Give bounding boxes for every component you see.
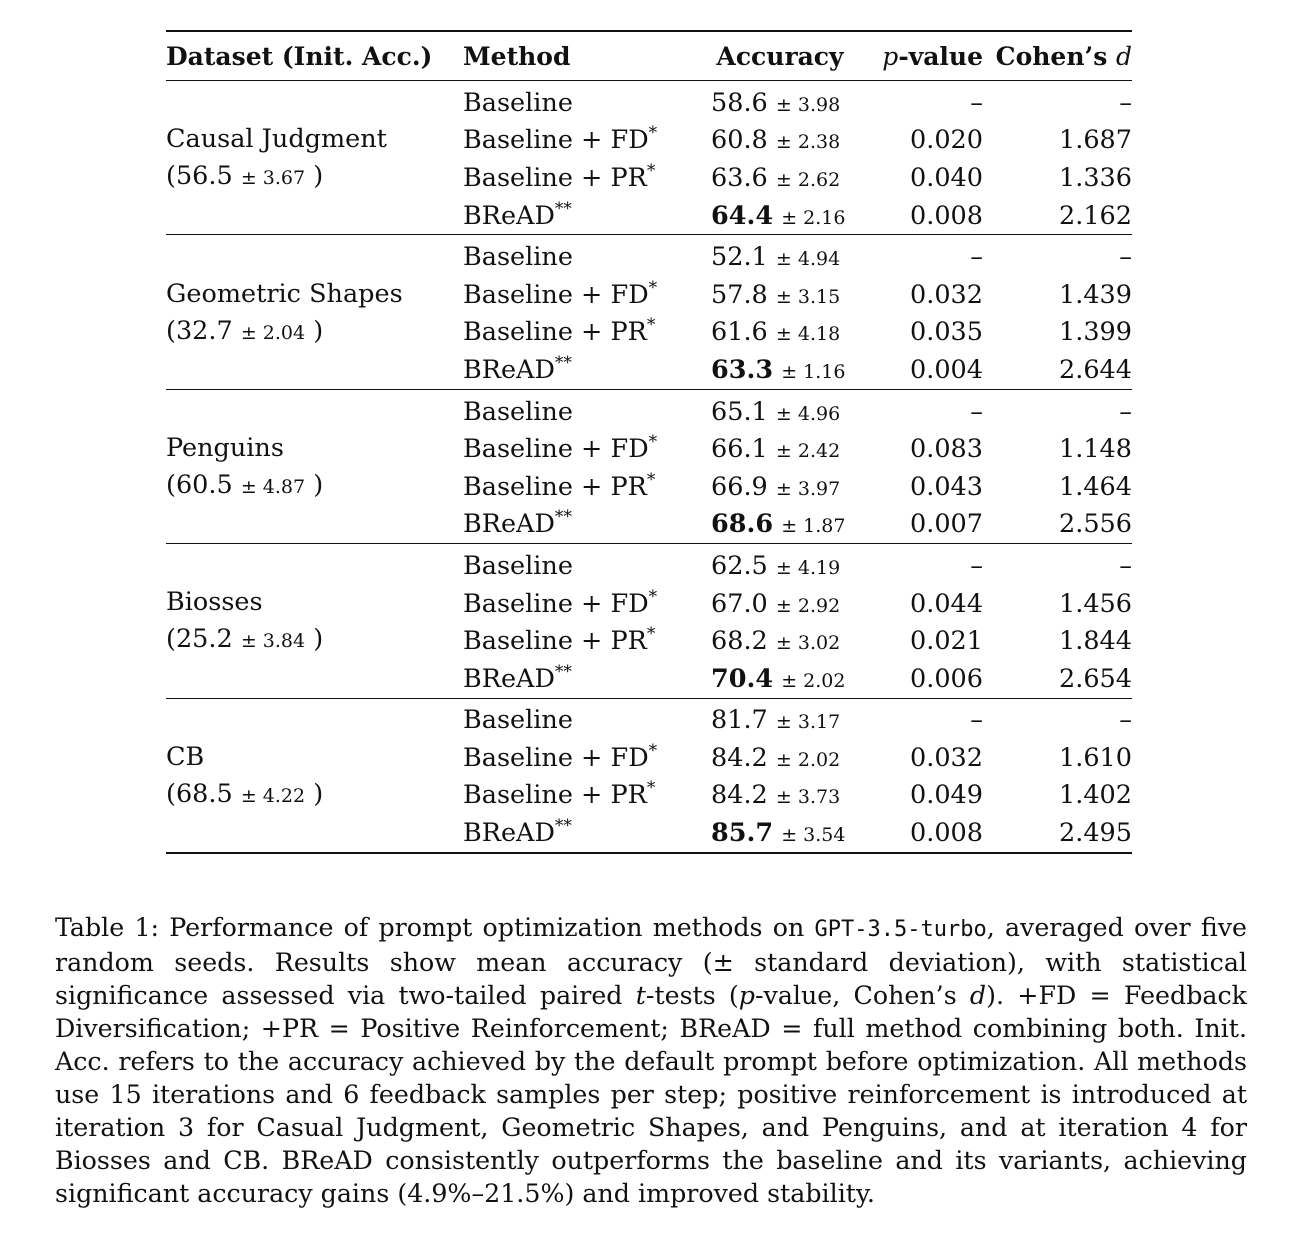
init-mean: 56.5 — [175, 161, 233, 192]
dataset-name: Biosses — [166, 587, 263, 618]
cohen-d-cell: – — [1119, 396, 1132, 427]
method-name: Baseline + PR — [463, 780, 647, 811]
method-name: Baseline + PR — [463, 471, 647, 502]
method-cell — [463, 314, 705, 352]
pvalue-cell: 0.043 — [909, 471, 983, 502]
accuracy-mean: 81.7 — [711, 705, 768, 736]
cohen-d-cell: – — [1119, 705, 1132, 736]
method-name: BReAD — [463, 509, 555, 540]
pvalue-cell: – — [970, 87, 983, 118]
init-sd: ± 2.04 — [240, 321, 306, 344]
accuracy-sd: ± 2.02 — [775, 748, 841, 771]
method-cell — [463, 159, 705, 197]
accuracy-sd: ± 4.18 — [775, 323, 841, 346]
pvalue-cell: 0.049 — [909, 780, 983, 811]
significance-marker: ** — [554, 198, 572, 219]
cohen-d-cell: 2.495 — [1058, 818, 1132, 849]
accuracy-sd: ± 3.02 — [775, 632, 841, 655]
init-paren-close: ) — [305, 161, 324, 192]
significance-marker: * — [648, 277, 658, 298]
cohen-d-cell: 1.464 — [1058, 471, 1132, 502]
cohen-d-cell: 1.439 — [1058, 279, 1132, 310]
dataset-group — [166, 544, 1132, 698]
dataset-cell — [166, 544, 463, 698]
dataset-cell — [166, 235, 463, 389]
accuracy-mean: 68.6 — [711, 509, 774, 540]
init-paren-open: ( — [166, 469, 176, 500]
pvalue-cell: 0.035 — [909, 317, 983, 348]
cohen-d-cell: 1.687 — [1058, 125, 1132, 156]
header-pvalue — [855, 31, 983, 81]
pvalue-cell: – — [970, 550, 983, 581]
pvalue-cell: 0.007 — [909, 509, 983, 540]
table-row — [166, 389, 1132, 430]
cohen-d-cell: 2.162 — [1058, 200, 1132, 231]
method-name: Baseline + FD — [463, 742, 649, 773]
accuracy-cell — [705, 739, 855, 777]
init-paren-open: ( — [166, 315, 176, 346]
accuracy-sd: ± 1.16 — [781, 360, 846, 383]
accuracy-mean: 57.8 — [711, 279, 768, 310]
caption-segment: p — [738, 981, 755, 1010]
dataset-group — [166, 389, 1132, 543]
accuracy-mean: 65.1 — [711, 396, 768, 427]
caption-segment: -value, Cohen’s — [755, 981, 970, 1010]
init-paren-open: ( — [166, 778, 176, 809]
method-cell — [463, 468, 705, 506]
header-row — [166, 31, 1132, 81]
table-row — [166, 698, 1132, 739]
accuracy-sd: ± 2.42 — [775, 440, 841, 463]
accuracy-sd: ± 2.16 — [781, 206, 846, 229]
method-name: Baseline + FD — [463, 588, 649, 619]
dataset-cell — [166, 81, 463, 235]
method-cell — [463, 389, 705, 430]
accuracy-mean: 84.2 — [711, 742, 768, 773]
accuracy-mean: 70.4 — [711, 663, 774, 694]
cohen-d-cell: – — [1119, 550, 1132, 581]
table-row — [166, 235, 1132, 276]
caption-segment: d — [969, 981, 987, 1010]
accuracy-cell — [705, 430, 855, 468]
method-name: BReAD — [463, 663, 555, 694]
init-paren-close: ) — [305, 315, 324, 346]
init-accuracy — [166, 313, 463, 352]
method-name: Baseline + FD — [463, 434, 649, 465]
header-pvalue-p: p — [882, 41, 899, 71]
method-name: Baseline + FD — [463, 125, 649, 156]
method-cell — [463, 276, 705, 314]
accuracy-cell — [705, 122, 855, 160]
header-accuracy: Accuracy — [716, 41, 844, 71]
init-accuracy — [166, 776, 463, 815]
pvalue-cell: 0.083 — [909, 434, 983, 465]
init-mean: 60.5 — [175, 469, 233, 500]
significance-marker: * — [646, 469, 656, 490]
method-cell — [463, 814, 705, 853]
accuracy-mean: 66.9 — [711, 471, 768, 502]
accuracy-mean: 58.6 — [711, 87, 768, 118]
method-cell — [463, 430, 705, 468]
accuracy-mean: 68.2 — [711, 626, 768, 657]
cohen-d-cell: 2.654 — [1058, 663, 1132, 694]
accuracy-sd: ± 4.94 — [775, 248, 841, 271]
cohen-d-cell: 1.148 — [1058, 434, 1132, 465]
caption-segment: t — [635, 981, 646, 1010]
cohen-d-cell: 1.844 — [1058, 626, 1132, 657]
init-mean: 32.7 — [175, 315, 233, 346]
pvalue-cell: – — [970, 705, 983, 736]
cohen-d-cell: – — [1119, 242, 1132, 273]
accuracy-cell — [705, 660, 855, 698]
accuracy-cell — [705, 585, 855, 623]
accuracy-sd: ± 4.19 — [775, 556, 841, 579]
accuracy-cell — [705, 506, 855, 544]
accuracy-mean: 52.1 — [711, 242, 768, 273]
init-paren-close: ) — [305, 624, 324, 655]
accuracy-sd: ± 3.15 — [775, 285, 841, 308]
significance-marker: * — [646, 160, 656, 181]
method-cell — [463, 235, 705, 276]
pvalue-cell: – — [970, 396, 983, 427]
pvalue-cell: 0.032 — [909, 742, 983, 773]
accuracy-mean: 66.1 — [711, 434, 768, 465]
method-cell — [463, 660, 705, 698]
accuracy-mean: 67.0 — [711, 588, 768, 619]
method-cell — [463, 544, 705, 585]
results-table-container — [166, 30, 1132, 854]
accuracy-sd: ± 2.02 — [781, 669, 846, 692]
accuracy-mean: 64.4 — [711, 200, 774, 231]
significance-marker: ** — [554, 507, 572, 528]
cohen-d-cell: 1.399 — [1058, 317, 1132, 348]
method-name: Baseline — [463, 242, 573, 273]
init-sd: ± 4.22 — [240, 784, 306, 807]
pvalue-cell: 0.032 — [909, 279, 983, 310]
pvalue-cell: – — [970, 242, 983, 273]
dataset-name: CB — [166, 741, 205, 772]
dataset-name: Geometric Shapes — [166, 278, 403, 309]
method-name: Baseline + FD — [463, 279, 649, 310]
dataset-cell — [166, 698, 463, 853]
cohen-d-cell: 2.556 — [1058, 509, 1132, 540]
cohen-d-cell: 1.456 — [1058, 588, 1132, 619]
accuracy-mean: 63.3 — [711, 354, 774, 385]
accuracy-cell — [705, 544, 855, 585]
pvalue-cell: 0.008 — [909, 818, 983, 849]
pvalue-cell: 0.008 — [909, 200, 983, 231]
method-cell — [463, 698, 705, 739]
method-cell — [463, 739, 705, 777]
header-cohen-d: d — [1115, 41, 1132, 71]
accuracy-cell — [705, 698, 855, 739]
caption-segment: GPT-3.5-turbo — [814, 917, 987, 942]
pvalue-cell: 0.006 — [909, 663, 983, 694]
dataset-cell — [166, 389, 463, 543]
init-paren-close: ) — [305, 469, 324, 500]
accuracy-cell — [705, 276, 855, 314]
significance-marker: * — [646, 315, 656, 336]
pvalue-cell: 0.020 — [909, 125, 983, 156]
cohen-d-cell: 1.402 — [1058, 780, 1132, 811]
method-name: Baseline — [463, 705, 573, 736]
accuracy-mean: 60.8 — [711, 125, 768, 156]
header-pvalue-rest: -value — [898, 41, 983, 71]
pvalue-cell: 0.004 — [909, 354, 983, 385]
method-cell — [463, 777, 705, 815]
accuracy-sd: ± 2.38 — [775, 131, 841, 154]
init-paren-open: ( — [166, 161, 176, 192]
significance-marker: ** — [554, 352, 572, 373]
caption-segment: Table 1: Performance of prompt optimization methods on — [55, 913, 815, 942]
accuracy-cell — [705, 197, 855, 235]
method-cell — [463, 506, 705, 544]
method-name: Baseline — [463, 550, 573, 581]
cohen-d-cell: 1.610 — [1058, 742, 1132, 773]
header-cohen — [983, 31, 1132, 81]
accuracy-cell — [705, 622, 855, 660]
init-sd: ± 3.84 — [240, 630, 306, 653]
init-mean: 68.5 — [175, 778, 233, 809]
accuracy-sd: ± 4.96 — [775, 402, 841, 425]
cohen-d-cell: 2.644 — [1058, 354, 1132, 385]
init-accuracy — [166, 621, 463, 660]
table-caption — [55, 911, 1247, 1210]
accuracy-sd: ± 2.62 — [775, 168, 841, 191]
dataset-name: Penguins — [166, 432, 284, 463]
accuracy-mean: 61.6 — [711, 317, 768, 348]
method-name: Baseline + PR — [463, 626, 647, 657]
accuracy-cell — [705, 351, 855, 389]
significance-marker: * — [648, 123, 658, 144]
method-name: Baseline + PR — [463, 317, 647, 348]
caption-segment: ). +FD = Feedback Diversification; +PR = Positive Reinforcement; BReAD = full method combining both. Init. Acc. refers to the accuracy achieved by the default prompt before optimization. All methods use 15 iterations and 6 feedback samples per step; positive reinforcement is introduced at iteration 3 for Casual Judgment, Geometric Shapes, and Penguins, and at iteration 4 for Biosses and CB. BReAD consistently outperforms the baseline and its variants, achieving significant accuracy gains (4.9%–21.5%) and improved stability. — [55, 981, 1247, 1208]
method-cell — [463, 585, 705, 623]
method-cell — [463, 197, 705, 235]
accuracy-cell — [705, 159, 855, 197]
accuracy-mean: 62.5 — [711, 550, 768, 581]
method-name: Baseline + PR — [463, 162, 647, 193]
init-paren-close: ) — [305, 778, 324, 809]
init-accuracy — [166, 467, 463, 506]
accuracy-cell — [705, 235, 855, 276]
accuracy-sd: ± 3.97 — [775, 477, 841, 500]
dataset-group — [166, 698, 1132, 853]
method-name: Baseline — [463, 396, 573, 427]
method-cell — [463, 351, 705, 389]
significance-marker: * — [648, 740, 658, 761]
accuracy-sd: ± 3.17 — [775, 711, 841, 734]
pvalue-cell: 0.021 — [909, 626, 983, 657]
init-mean: 25.2 — [175, 624, 233, 655]
init-accuracy — [166, 158, 463, 197]
dataset-name: Causal Judgment — [166, 124, 387, 155]
accuracy-sd: ± 2.92 — [775, 594, 841, 617]
results-table — [166, 30, 1132, 854]
significance-marker: * — [646, 624, 656, 645]
accuracy-cell — [705, 468, 855, 506]
table-row — [166, 544, 1132, 585]
significance-marker: * — [648, 586, 658, 607]
accuracy-cell — [705, 81, 855, 122]
accuracy-sd: ± 3.73 — [775, 786, 841, 809]
method-name: BReAD — [463, 200, 555, 231]
accuracy-cell — [705, 314, 855, 352]
pvalue-cell: 0.044 — [909, 588, 983, 619]
method-name: BReAD — [463, 354, 555, 385]
significance-marker: ** — [554, 661, 572, 682]
significance-marker: * — [648, 432, 658, 453]
table-header — [166, 31, 1132, 81]
dataset-group — [166, 81, 1132, 235]
method-name: BReAD — [463, 818, 555, 849]
method-cell — [463, 81, 705, 122]
accuracy-sd: ± 1.87 — [781, 515, 846, 538]
accuracy-sd: ± 3.54 — [781, 824, 846, 847]
cohen-d-cell: – — [1119, 87, 1132, 118]
header-cohen-main: Cohen’s — [995, 41, 1116, 71]
accuracy-cell — [705, 814, 855, 853]
accuracy-sd: ± 3.98 — [775, 93, 841, 116]
caption-segment: , averaged over five random seeds. Results show mean accuracy (± standard deviation), with statistical significance assessed via two-tailed paired — [55, 913, 1247, 1010]
table-row — [166, 81, 1132, 122]
accuracy-mean: 84.2 — [711, 780, 768, 811]
init-paren-open: ( — [166, 624, 176, 655]
caption-segment: -tests ( — [645, 981, 739, 1010]
accuracy-mean: 63.6 — [711, 162, 768, 193]
method-name: Baseline — [463, 87, 573, 118]
cohen-d-cell: 1.336 — [1058, 162, 1132, 193]
method-cell — [463, 122, 705, 160]
header-dataset: Dataset (Init. Acc.) — [166, 41, 433, 71]
pvalue-cell: 0.040 — [909, 162, 983, 193]
init-sd: ± 3.67 — [240, 167, 306, 190]
accuracy-cell — [705, 777, 855, 815]
significance-marker: ** — [554, 816, 572, 837]
dataset-group — [166, 235, 1132, 389]
accuracy-cell — [705, 389, 855, 430]
method-cell — [463, 622, 705, 660]
init-sd: ± 4.87 — [240, 475, 306, 498]
significance-marker: * — [646, 778, 656, 799]
header-method: Method — [463, 41, 571, 71]
accuracy-mean: 85.7 — [711, 818, 774, 849]
